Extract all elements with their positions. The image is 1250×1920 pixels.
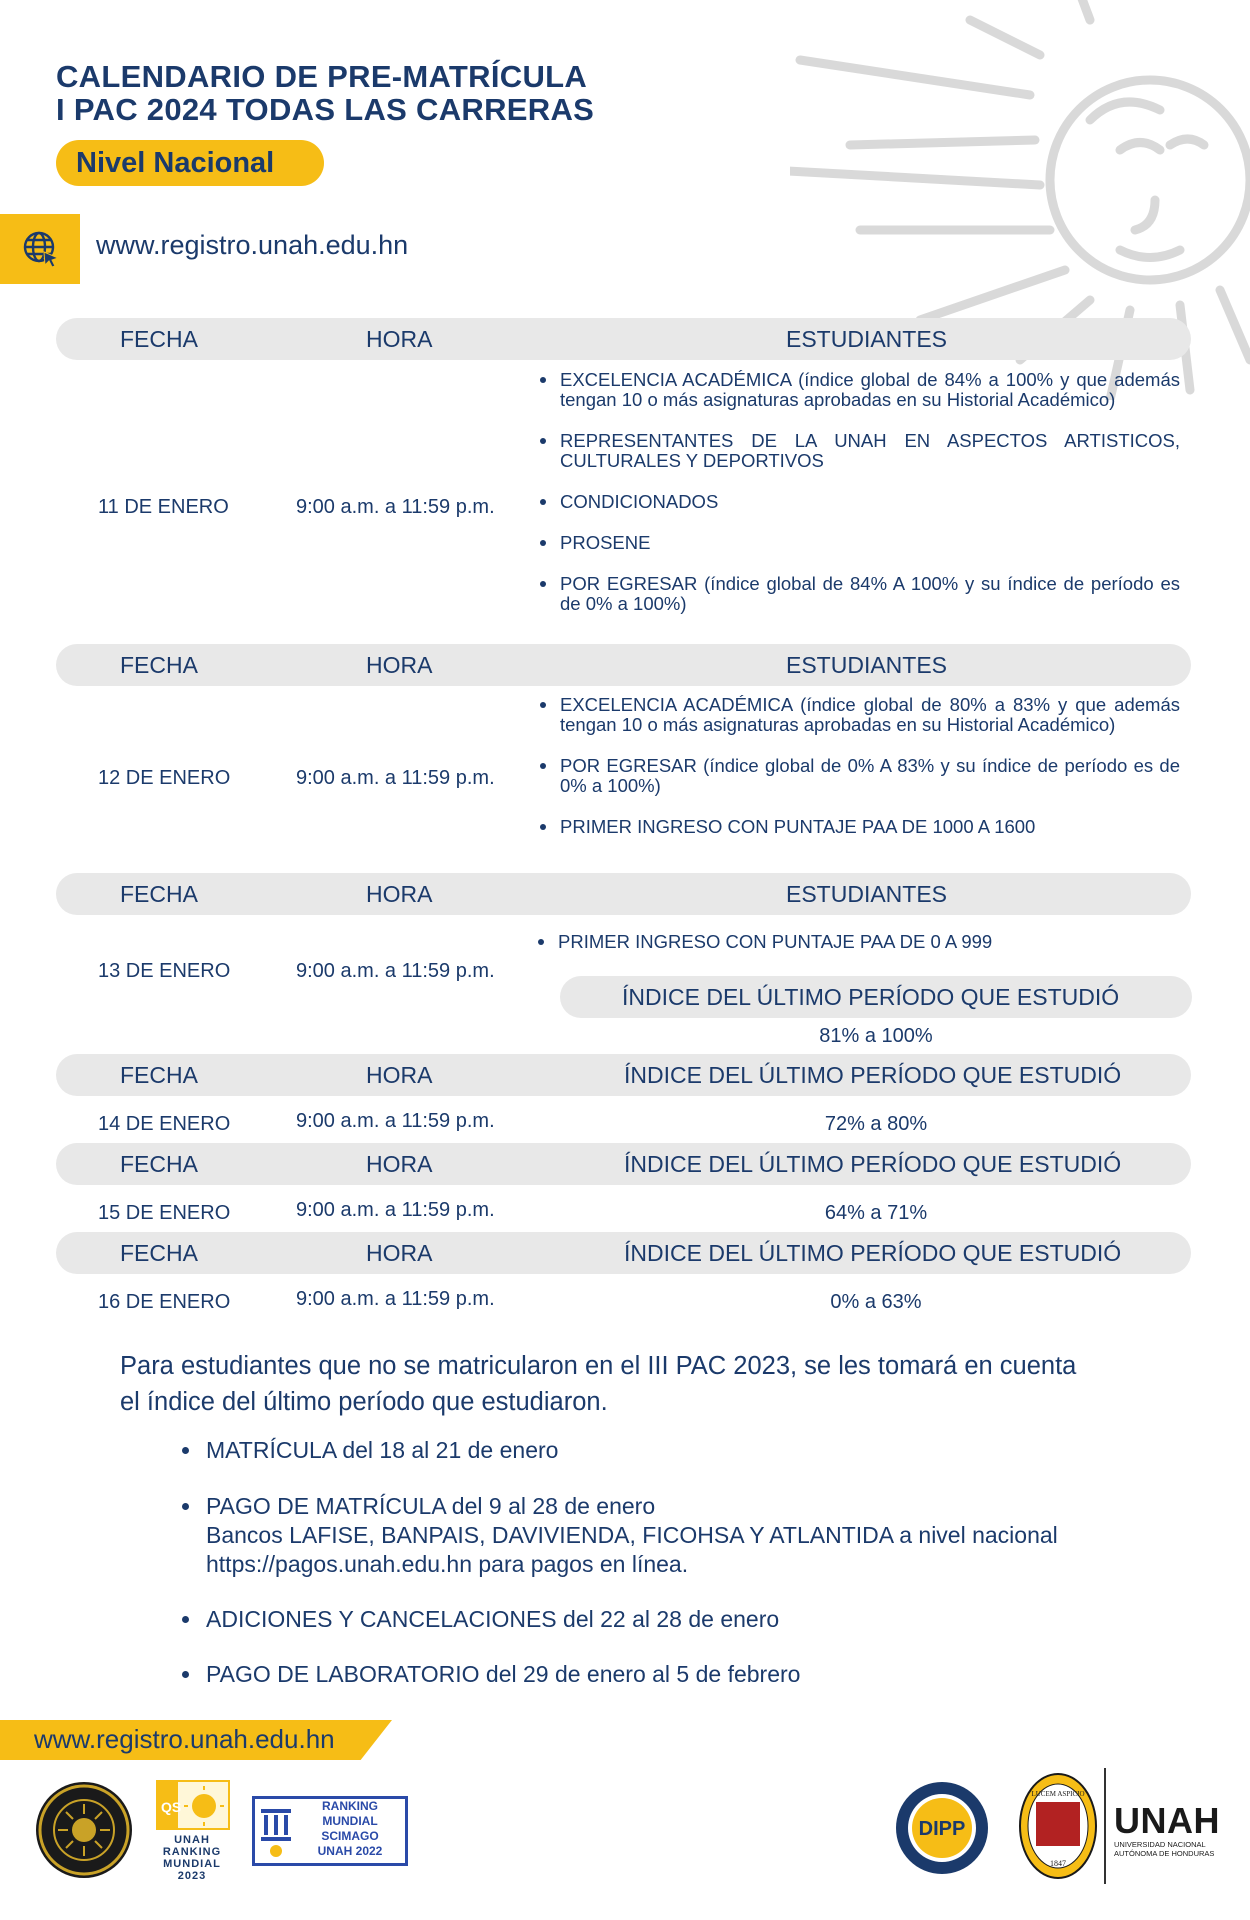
list-item: EXCELENCIA ACADÉMICA (índice global de 84% a 100% y que además tengan 10 o más asignaturas aprobadas en su Historial Académico) xyxy=(540,370,1180,410)
header-hora: HORA xyxy=(366,881,433,907)
qs-ranking-logo xyxy=(152,1780,232,1894)
qs-text xyxy=(152,1834,232,1882)
list-item: POR EGRESAR (índice global de 0% A 83% y su índice de período es de 0% a 100%) xyxy=(540,756,1180,796)
unah-sub-line: UNIVERSIDAD NACIONAL xyxy=(1114,1840,1206,1849)
title-line-2: I PAC 2024 TODAS LAS CARRERAS xyxy=(56,92,595,127)
date-cell: 15 DE ENERO xyxy=(98,1202,231,1224)
globe-cursor-icon xyxy=(22,230,60,268)
index-range-cell: 64% a 71% xyxy=(824,1202,928,1224)
list-item: POR EGRESAR (índice global de 84% A 100% y su índice de período es de 0% a 100%) xyxy=(540,574,1180,614)
qs-sun-icon xyxy=(158,1782,228,1828)
scimago-line: UNAH 2022 xyxy=(317,1844,383,1858)
header-hora: HORA xyxy=(366,1062,433,1088)
students-list-1 xyxy=(540,370,1180,635)
scimago-ranking-logo xyxy=(252,1796,408,1866)
info-adiciones: ADICIONES Y CANCELACIONES del 22 al 28 de enero xyxy=(180,1605,1130,1634)
time-cell: 9:00 a.m. a 11:59 p.m. xyxy=(296,1110,495,1132)
info-list xyxy=(180,1436,1130,1689)
students-list-3 xyxy=(538,932,1178,973)
level-badge: Nivel Nacional xyxy=(56,140,324,186)
date-cell: 13 DE ENERO xyxy=(98,960,231,982)
date-cell: 12 DE ENERO xyxy=(98,767,231,789)
title-line-1: CALENDARIO DE PRE-MATRÍCULA xyxy=(56,59,588,94)
website-link[interactable]: www.registro.unah.edu.hn xyxy=(96,230,409,260)
table-header-6 xyxy=(56,1232,1191,1274)
qs-badge xyxy=(156,1780,230,1830)
page-title xyxy=(56,60,594,126)
header-fecha: FECHA xyxy=(120,881,198,907)
qs-label: QS xyxy=(161,1799,182,1815)
qs-line: UNAH xyxy=(174,1834,210,1846)
header-hora: HORA xyxy=(366,1240,433,1266)
date-cell: 16 DE ENERO xyxy=(98,1291,231,1313)
qs-line: MUNDIAL xyxy=(163,1858,221,1870)
time-cell: 9:00 a.m. a 11:59 p.m. xyxy=(296,767,495,789)
header-indice: ÍNDICE DEL ÚLTIMO PERÍODO QUE ESTUDIÓ xyxy=(624,1062,1122,1088)
unah-sub-line: AUTÓNOMA DE HONDURAS xyxy=(1114,1849,1215,1858)
date-cell: 11 DE ENERO xyxy=(98,496,229,518)
list-item: PROSENE xyxy=(540,533,1180,553)
header-estudiantes: ESTUDIANTES xyxy=(786,652,948,678)
scimago-line: SCIMAGO xyxy=(321,1829,379,1843)
time-cell: 9:00 a.m. a 11:59 p.m. xyxy=(296,1199,495,1221)
info-pago-matricula xyxy=(180,1492,1130,1579)
note-line-2: el índice del último período que estudiaron. xyxy=(120,1388,608,1416)
qs-line: RANKING xyxy=(162,1846,222,1858)
unah-subtitle xyxy=(1114,1840,1214,1858)
note-line-1: Para estudiantes que no se matricularon en el III PAC 2023, se les tomará en cuenta xyxy=(120,1352,1077,1380)
dipp-label: DIPP xyxy=(918,1818,966,1840)
list-item: EXCELENCIA ACADÉMICA (índice global de 80% a 83% y que además tengan 10 o más asignaturas aprobadas en su Historial Académico) xyxy=(540,695,1180,735)
scimago-building-icon xyxy=(259,1803,293,1859)
list-item: PRIMER INGRESO CON PUNTAJE PAA DE 0 A 999 xyxy=(538,932,1178,952)
header-fecha: FECHA xyxy=(120,1151,198,1177)
seal-motto: LUCEM ASPICIO xyxy=(1031,1790,1085,1798)
date-cell: 14 DE ENERO xyxy=(98,1113,231,1135)
header-indice: ÍNDICE DEL ÚLTIMO PERÍODO QUE ESTUDIÓ xyxy=(624,1151,1122,1177)
info-matricula: MATRÍCULA del 18 al 21 de enero xyxy=(180,1436,1130,1465)
time-cell: 9:00 a.m. a 11:59 p.m. xyxy=(296,960,495,982)
table-header-5 xyxy=(56,1143,1191,1185)
logo-divider xyxy=(1104,1768,1106,1884)
table-header-2 xyxy=(56,644,1191,686)
time-cell: 9:00 a.m. a 11:59 p.m. xyxy=(296,1288,495,1310)
index-subheader xyxy=(560,976,1192,1018)
students-list-2 xyxy=(540,695,1180,858)
header-indice: ÍNDICE DEL ÚLTIMO PERÍODO QUE ESTUDIÓ xyxy=(624,1240,1122,1266)
unah-wordmark: UNAH xyxy=(1114,1800,1220,1841)
scimago-text xyxy=(295,1799,405,1859)
table-header-3 xyxy=(56,873,1191,915)
info-laboratorio: PAGO DE LABORATORIO del 29 de enero al 5 de febrero xyxy=(180,1660,1130,1689)
header-fecha: FECHA xyxy=(120,326,198,352)
list-item: PRIMER INGRESO CON PUNTAJE PAA DE 1000 A 1600 xyxy=(540,817,1180,837)
pago-line-3[interactable]: https://pagos.unah.edu.hn para pagos en línea. xyxy=(206,1551,689,1577)
header-fecha: FECHA xyxy=(120,652,198,678)
list-item: REPRESENTANTES DE LA UNAH EN ASPECTOS ARTISTICOS, CULTURALES Y DEPORTIVOS xyxy=(540,431,1180,471)
pago-line-1: PAGO DE MATRÍCULA del 9 al 28 de enero xyxy=(206,1493,656,1519)
time-cell: 9:00 a.m. a 11:59 p.m. xyxy=(296,496,495,518)
header-fecha: FECHA xyxy=(120,1062,198,1088)
header-hora: HORA xyxy=(366,1151,433,1177)
table-header-1 xyxy=(56,318,1191,360)
header-hora: HORA xyxy=(366,326,433,352)
header-estudiantes: ESTUDIANTES xyxy=(786,881,948,907)
note-paragraph xyxy=(120,1348,1140,1420)
header-fecha: FECHA xyxy=(120,1240,198,1266)
seal-year: 1847 xyxy=(1050,1859,1066,1868)
list-item: CONDICIONADOS xyxy=(540,492,1180,512)
index-range-cell: 0% a 63% xyxy=(830,1291,922,1313)
website-icon-box xyxy=(0,214,80,284)
index-range-cell: 72% a 80% xyxy=(824,1113,928,1135)
index-range-cell: 81% a 100% xyxy=(819,1025,933,1047)
footer-website-link[interactable]: www.registro.unah.edu.hn xyxy=(34,1724,335,1754)
dipp-logo-icon xyxy=(894,1780,990,1876)
header-hora: HORA xyxy=(366,652,433,678)
scimago-line: MUNDIAL xyxy=(322,1814,378,1828)
scimago-line: RANKING xyxy=(322,1799,378,1813)
header-estudiantes: ESTUDIANTES xyxy=(786,326,948,352)
international-accreditation-seal-icon xyxy=(34,1780,134,1880)
header-indice: ÍNDICE DEL ÚLTIMO PERÍODO QUE ESTUDIÓ xyxy=(622,984,1120,1010)
qs-line: 2023 xyxy=(177,1870,207,1882)
unah-seal-icon xyxy=(1018,1772,1098,1880)
pago-line-2: Bancos LAFISE, BANPAIS, DAVIVIENDA, FICOHSA Y ATLANTIDA a nivel nacional xyxy=(206,1522,1058,1548)
table-header-4 xyxy=(56,1054,1191,1096)
